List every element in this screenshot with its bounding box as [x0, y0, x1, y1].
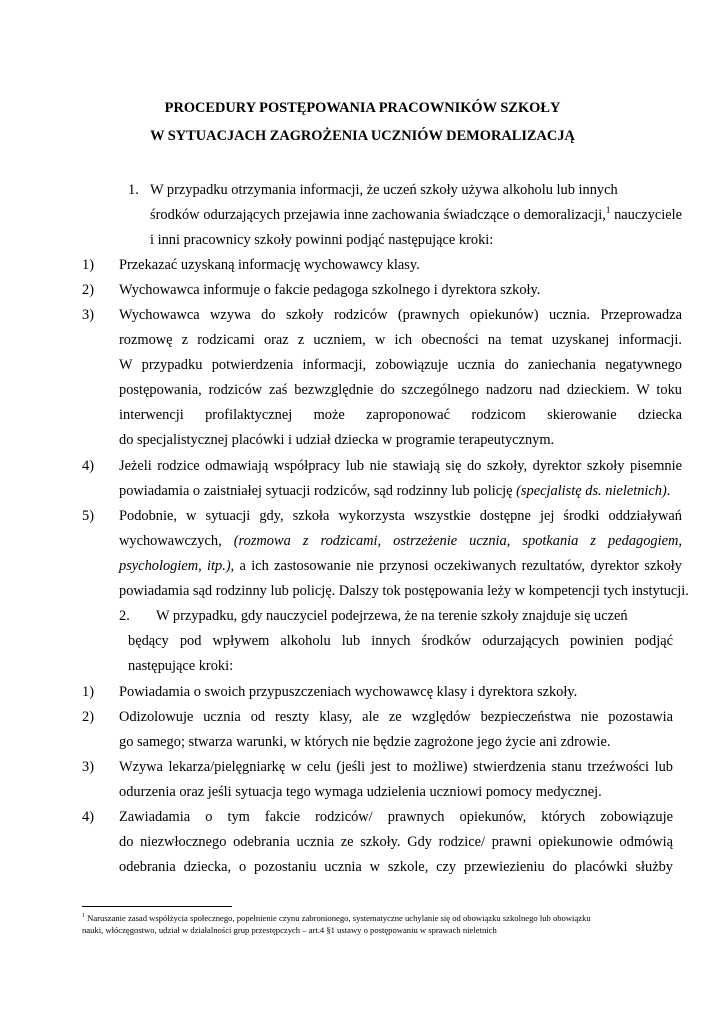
footnote-separator [82, 906, 232, 907]
list-item-text: Przekazać uzyskaną informację wychowawcy klasy. [119, 257, 420, 273]
list-item-text: rozmowę z rodzicami oraz z uczniem, w ich obecności na temat uzyskanej informacji. [119, 332, 682, 348]
section-1-intro-line-2 [150, 205, 682, 225]
list-item-text: powiadamia sąd rodzinny lub policję. Dalszy tok postępowania leży w kompetencji tych instytucji. [119, 583, 689, 599]
list-item-text: Powiadamia o swoich przypuszczeniach wychowawcę klasy i dyrektora szkoły. [119, 684, 578, 700]
list-item-text-part: , a ich zastosowanie nie przynosi oczekiwanych rezultatów, dyrektor szkoły [230, 558, 682, 574]
list-item-italic-part: (specjalistę ds. nieletnich) [516, 483, 667, 499]
list-item-text: do niezwłocznego odebrania ucznia ze szkoły. Gdy rodzice/ prawni opiekunowie odmówią [119, 834, 673, 850]
list-item-text: interwencji profilaktycznej może zaproponować rodzicom skierowanie dziecka [119, 407, 682, 423]
document-title-line-1: PROCEDURY POSTĘPOWANIA PRACOWNIKÓW SZKOŁY [164, 100, 561, 116]
footnote-line-2: nauki, włóczęgostwo, udział w działalności grup przestępczych – art.4 §1 ustawy o postępowaniu w sprawach nieletnich [82, 925, 497, 935]
list-item-text: postępowania, rodziców zaś bezwzględnie do szczególnego nadzoru nad dzieckiem. W toku [119, 382, 682, 398]
list-item-text: Jeżeli rodzice odmawiają współpracy lub nie stawiają się do szkoły, dyrektor szkoły pisemnie [119, 458, 682, 474]
footnote-reference: 1 [605, 205, 611, 216]
list-item-text: Wychowawca informuje o fakcie pedagoga szkolnego i dyrektora szkoły. [119, 282, 541, 298]
list-item-text: W przypadku potwierdzenia informacji, zobowiązuje ucznia do zaniechania negatywnego [119, 357, 682, 373]
list-item-text: odurzenia oraz jeśli sytuacja tego wymaga udzielenia uczniowi pomocy medycznej. [119, 784, 602, 800]
list-item-text [119, 531, 682, 551]
list-item-number: 1) [82, 684, 94, 700]
section-1-intro-line-3: i inni pracownicy szkoły powinni podjąć następujące kroki: [150, 232, 494, 248]
section-1-number: 1. [128, 182, 139, 198]
list-item-number: 3) [82, 307, 94, 323]
list-item-italic-part: (rozmowa z rodzicami, ostrzeżenie ucznia, spotkania z pedagogiem, [233, 533, 682, 549]
list-item-number: 4) [82, 809, 94, 825]
list-item-number: 3) [82, 759, 94, 775]
list-item-text: Wychowawca wzywa do szkoły rodziców (prawnych opiekunów) ucznia. Przeprowadza [119, 307, 682, 323]
list-item-text: do specjalistycznej placówki i udział dziecka w programie terapeutycznym. [119, 432, 555, 448]
section-1-intro-text: środków odurzających przejawia inne zachowania świadczące o demoralizacji, [150, 207, 606, 223]
list-item-text: odebrania dziecka, o pozostaniu ucznia w szkole, czy przewiezieniu do placówki służby [119, 859, 673, 875]
section-1-intro-line-1: W przypadku otrzymania informacji, że uczeń szkoły używa alkoholu lub innych [150, 182, 618, 198]
list-item-text-part: powiadamia o zaistniałej sytuacji rodziców, sąd rodzinny lub policję [119, 483, 513, 499]
footnote-text: Naruszanie zasad współżycia społecznego, popełnienie czynu zabronionego, systematyczne uchylanie się od obowiązku szkolnego lub obowiązku [85, 913, 591, 923]
list-item-number: 5) [82, 508, 94, 524]
list-item-number: 2) [82, 282, 94, 298]
list-item-text: Podobnie, w sytuacji gdy, szkoła wykorzysta wszystkie dostępne jej środki oddziaływań [119, 508, 682, 524]
list-item-text [119, 481, 670, 501]
section-1-intro-text-end: nauczyciele [610, 207, 682, 223]
footnote-line-1 [82, 912, 682, 924]
section-2-number: 2. [119, 608, 130, 624]
footnote-marker: 1 [82, 913, 85, 920]
section-2-intro-line-3: następujące kroki: [128, 658, 234, 674]
section-2-intro-line-2: będący pod wpływem alkoholu lub innych środków odurzających powinien podjąć [128, 633, 673, 649]
list-item-italic-part: psychologiem, itp.) [119, 558, 231, 574]
list-item-text: Zawiadamia o tym fakcie rodziców/ prawnych opiekunów, których zobowiązuje [119, 809, 673, 825]
list-item-text-part: wychowawczych, [119, 533, 222, 549]
list-item-text: Wzywa lekarza/pielęgniarkę w celu (jeśli jest to możliwe) stwierdzenia stanu trzeźwości lub [119, 759, 673, 775]
list-item-number: 2) [82, 709, 94, 725]
list-item-number: 4) [82, 458, 94, 474]
document-title-line-2: W SYTUACJACH ZAGROŻENIA UCZNIÓW DEMORALIZACJĄ [150, 128, 575, 144]
list-item-text-end: . [666, 483, 671, 499]
list-item-text: Odizolowuje ucznia od reszty klasy, ale ze względów bezpieczeństwa nie pozostawia [119, 709, 673, 725]
list-item-number: 1) [82, 257, 94, 273]
section-2-intro-line-1: W przypadku, gdy nauczyciel podejrzewa, że na terenie szkoły znajduje się uczeń [156, 608, 628, 624]
list-item-text: go samego; stwarza warunki, w których nie będzie zagrożone jego życie ani zdrowie. [119, 734, 611, 750]
list-item-text [119, 556, 682, 576]
